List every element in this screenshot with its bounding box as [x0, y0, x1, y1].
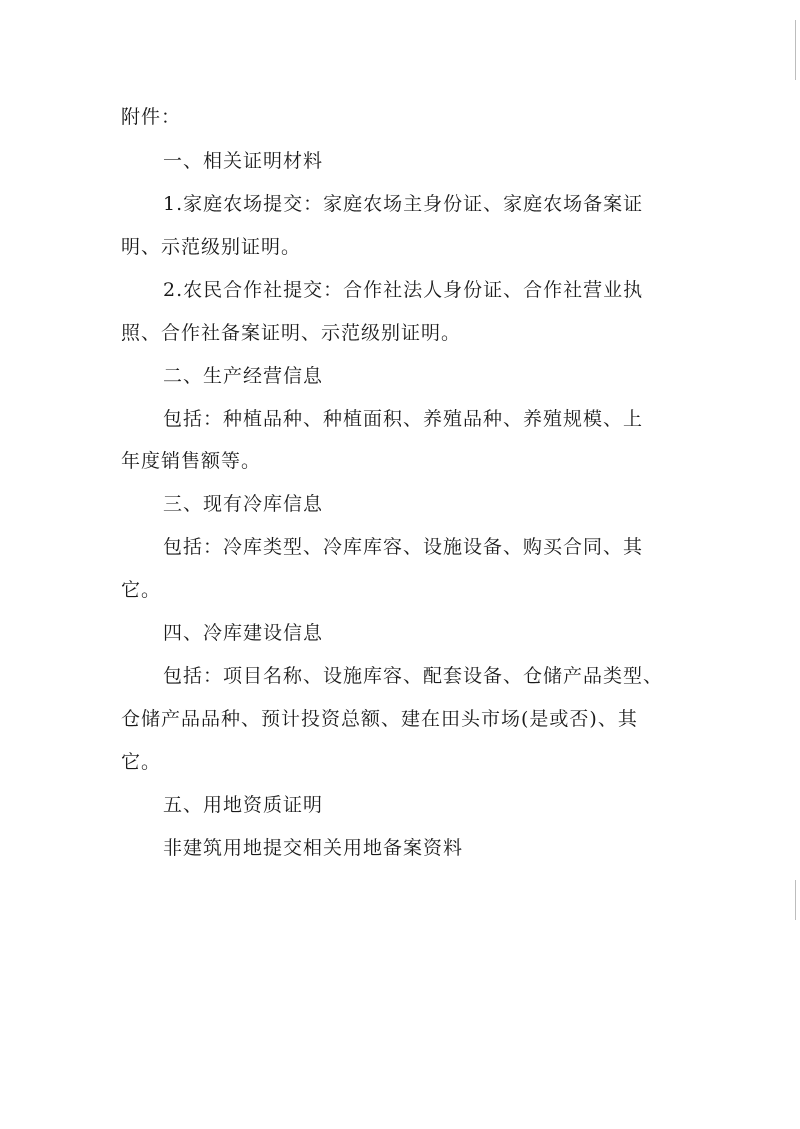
section-4-body-line-1: 包括：项目名称、设施库容、配套设备、仓储产品类型、	[163, 665, 664, 687]
section-2-body-line-2: 年度销售额等。	[121, 450, 262, 472]
section-1-item-2-line-2: 照、合作社备案证明、示范级别证明。	[121, 322, 462, 344]
section-1-item-1-line-1: 1.家庭农场提交：家庭农场主身份证、家庭农场备案证	[163, 193, 644, 215]
section-2-body-line-1: 包括：种植品种、种植面积、养殖品种、养殖规模、上	[163, 408, 644, 430]
section-3-title: 三、现有冷库信息	[163, 493, 324, 515]
attachment-heading: 附件：	[121, 106, 182, 128]
section-4-body-line-3: 它。	[121, 751, 162, 773]
scan-edge-mark	[795, 20, 796, 80]
section-4-title: 四、冷库建设信息	[163, 622, 324, 644]
section-3-body-line-2: 它。	[121, 579, 162, 601]
section-3-body-line-1: 包括：冷库类型、冷库库容、设施设备、购买合同、其	[163, 536, 644, 558]
section-1-item-1-line-2: 明、示范级别证明。	[121, 236, 302, 258]
section-4-body-line-2: 仓储产品品种、预计投资总额、建在田头市场(是或否)、其	[121, 708, 638, 730]
section-1-title: 一、相关证明材料	[163, 150, 324, 172]
section-1-item-2-line-1: 2.农民合作社提交：合作社法人身份证、合作社营业执	[163, 279, 644, 301]
section-5-body-line-1: 非建筑用地提交相关用地备案资料	[163, 837, 464, 859]
scan-edge-mark	[795, 880, 796, 920]
section-5-title: 五、用地资质证明	[163, 794, 324, 816]
section-2-title: 二、生产经营信息	[163, 365, 324, 387]
